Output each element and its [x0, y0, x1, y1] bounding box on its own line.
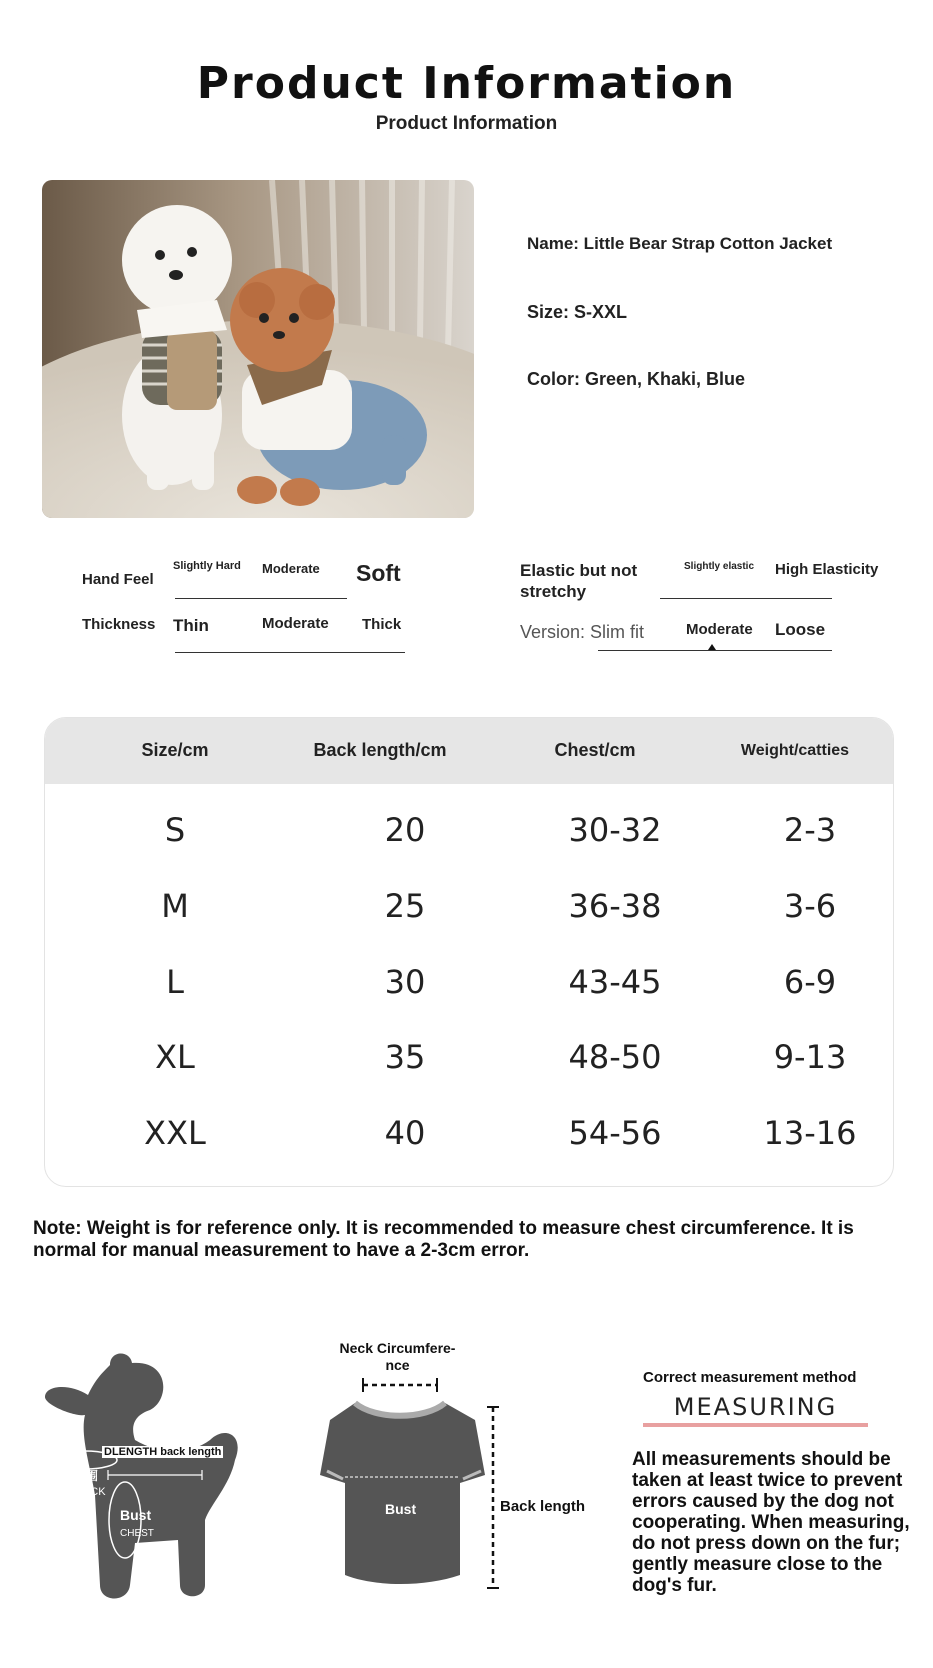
dog-silhouette-icon: [40, 1345, 260, 1605]
garment-back-length-label: Back length: [500, 1498, 586, 1515]
measuring-underline: [643, 1423, 868, 1427]
table-cell: 54-56: [568, 1114, 662, 1152]
page-subtitle: Product Information: [375, 113, 558, 134]
hand-feel-option-2: Moderate: [262, 561, 320, 576]
thickness-option-1: Thin: [173, 616, 209, 635]
product-photo: [42, 180, 474, 518]
measuring-label: MEASURING: [673, 1393, 838, 1421]
table-cell: L: [166, 963, 184, 1001]
table-cell: 35: [384, 1038, 426, 1076]
elasticity-option-1: Slightly elastic: [684, 561, 755, 572]
version-option-1: Moderate: [686, 621, 753, 638]
thickness-scale: [175, 652, 405, 653]
hand-feel-option-1: Slightly Hard: [173, 560, 241, 572]
garment-measure-diagram: [315, 1375, 505, 1600]
method-heading: Correct measurement method: [643, 1369, 857, 1386]
table-cell: 36-38: [568, 887, 662, 925]
page-title: Product Information: [196, 58, 737, 109]
hand-feel-label: Hand Feel: [82, 571, 154, 588]
vertical-measure-icon: [486, 1405, 500, 1590]
version-marker: [708, 644, 716, 650]
table-cell: M: [161, 887, 189, 925]
dog-length-label: DLENGTH back length: [104, 1446, 222, 1458]
header-chest: Chest/cm: [554, 740, 636, 760]
table-cell: 13-16: [763, 1114, 857, 1152]
method-text: All measurements should be taken at least twice to prevent errors caused by the dog not cooperating. When measuring, do not press down on the fur; gently measure close to the dog's fur.: [632, 1449, 910, 1596]
table-cell: 20: [384, 811, 426, 849]
table-cell: 9-13: [773, 1038, 847, 1076]
dogs-photo-illustration: [42, 180, 474, 518]
header-size: Size/cm: [141, 740, 209, 760]
header-back-length: Back length/cm: [313, 740, 447, 760]
table-cell: 6-9: [783, 963, 837, 1001]
elasticity-option-2: High Elasticity: [775, 561, 879, 578]
elasticity-label: Elastic but not stretchy: [520, 561, 638, 601]
thickness-option-2: Moderate: [262, 615, 329, 632]
garment-neck-label: [330, 1340, 465, 1374]
table-cell: XL: [155, 1038, 195, 1076]
shirt-icon: [315, 1375, 505, 1600]
version-option-2: Loose: [775, 620, 826, 639]
version-label: Version: Slim fit: [520, 622, 645, 642]
garment-bust-label: Bust: [385, 1501, 417, 1517]
version-scale: [598, 650, 832, 651]
hand-feel-option-3: Soft: [356, 560, 401, 586]
table-cell: 3-6: [783, 887, 837, 925]
table-cell: 30-32: [568, 811, 662, 849]
garment-neck-label-line2: nce: [385, 1357, 410, 1373]
thickness-label: Thickness: [82, 616, 156, 633]
table-cell: S: [164, 811, 186, 849]
product-color: Color: Green, Khaki, Blue: [527, 369, 746, 389]
dog-neck-label: NECK: [75, 1486, 106, 1498]
table-cell: 43-45: [568, 963, 662, 1001]
thickness-option-3: Thick: [362, 616, 402, 633]
back-length-arrow: [486, 1405, 500, 1590]
note-text: Note: Weight is for reference only. It is recommended to measure chest circumference. It is normal for manual measurement to have a 2-3cm error.: [33, 1218, 854, 1261]
table-cell: XXL: [144, 1114, 206, 1152]
elasticity-scale: [660, 598, 832, 599]
size-table: [44, 717, 894, 1187]
product-name: Name: Little Bear Strap Cotton Jacket: [527, 234, 833, 253]
dog-chest-label: CHEST: [120, 1528, 154, 1539]
table-cell: 2-3: [783, 811, 837, 849]
garment-neck-label-line1: Neck Circumfere-: [339, 1340, 456, 1356]
hand-feel-scale: [175, 598, 347, 599]
table-cell: 25: [384, 887, 426, 925]
header-weight: Weight/catties: [740, 742, 850, 759]
dog-neck-cn-label: 脖围: [74, 1469, 99, 1483]
table-cell: 30: [384, 963, 426, 1001]
table-cell: 40: [384, 1114, 426, 1152]
product-size: Size: S-XXL: [527, 302, 628, 322]
dog-measure-diagram: [40, 1345, 260, 1605]
dog-bust-label: Bust: [120, 1507, 152, 1523]
table-cell: 48-50: [568, 1038, 662, 1076]
